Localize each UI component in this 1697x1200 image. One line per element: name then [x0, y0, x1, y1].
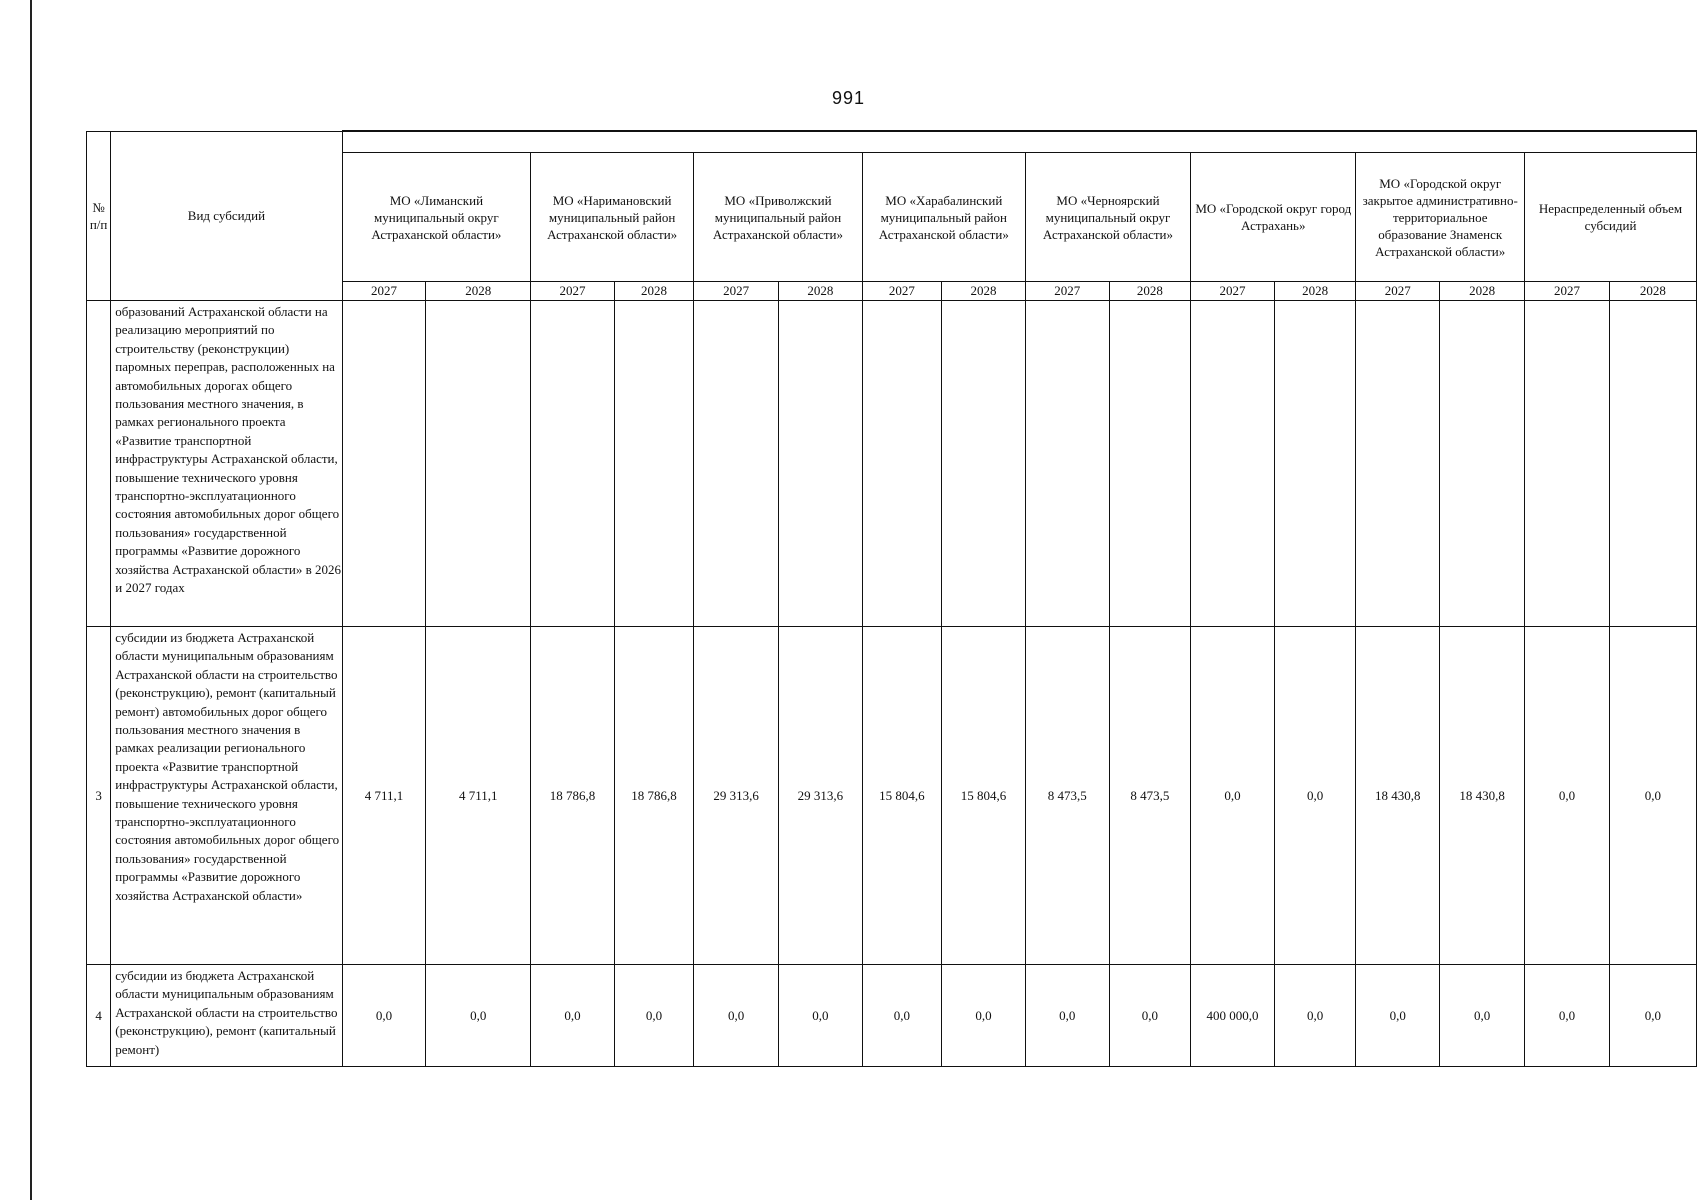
year-header: 2027 — [694, 282, 779, 301]
subsidy-amount-cell: 0,0 — [1025, 965, 1109, 1067]
table-body — [87, 301, 1697, 1067]
year-header: 2027 — [1356, 282, 1440, 301]
subsidy-description: субсидии из бюджета Астраханской области муниципальным образованиям Астраханской области на строительство (реконструкцию), ремонт (капитальный ремонт) автомобильных дорог общего пользования местного значения в рамках реализации регионального проекта «Развитие транспортной инфраструктуры Астраханской области, повышение технического уровня транспортно-эксплуатационного состояния автомобильных дорог общего пользования» государственной программы «Развитие дорожного хозяйства Астраханской области» — [111, 627, 342, 965]
subsidy-amount-cell — [531, 301, 615, 627]
table-row — [87, 965, 1697, 1067]
year-header: 2027 — [342, 282, 426, 301]
row-number: 4 — [87, 965, 111, 1067]
column-header-number: № п/п — [87, 131, 111, 301]
subsidy-description: субсидии из бюджета Астраханской области муниципальным образованиям Астраханской области на строительство (реконструкцию), ремонт (капитальный ремонт) — [111, 965, 342, 1067]
subsidy-amount-cell — [1274, 301, 1356, 627]
year-header: 2027 — [862, 282, 941, 301]
year-header: 2027 — [1525, 282, 1610, 301]
row-number: 3 — [87, 627, 111, 965]
subsidy-amount-cell — [1109, 301, 1191, 627]
subsidy-description: образований Астраханской области на реализацию мероприятий по строительству (реконструкции) паромных переправ, расположенных на автомобильных дорогах общего пользования местного значения, в рамках регионального проекта «Развитие транспортной инфраструктуры Астраханской области, повышение технического уровня транспортно-эксплуатационного состояния автомобильных дорог общего пользования» государственной программы «Развитие дорожного хозяйства Астраханской области» в 2026 и 2027 годах — [111, 301, 342, 627]
table-row — [87, 301, 1697, 627]
subsidy-amount-cell: 4 711,1 — [426, 627, 531, 965]
subsidy-amount-cell — [1356, 301, 1440, 627]
municipality-header: МО «Городской округ город Астрахань» — [1191, 153, 1356, 282]
subsidy-amount-cell: 0,0 — [1109, 965, 1191, 1067]
subsidy-amount-cell: 400 000,0 — [1191, 965, 1275, 1067]
municipality-header: МО «Городской округ закрытое административно-территориальное образование Знаменск Астраханской области» — [1356, 153, 1525, 282]
subsidy-amount-cell: 0,0 — [1609, 627, 1696, 965]
municipality-header: МО «Харабалинский муниципальный район Астраханской области» — [862, 153, 1025, 282]
subsidy-amount-cell — [862, 301, 941, 627]
year-header: 2028 — [1274, 282, 1356, 301]
header-top-row — [87, 131, 1697, 153]
year-header: 2028 — [1109, 282, 1191, 301]
municipality-header: МО «Приволжский муниципальный район Астраханской области» — [694, 153, 863, 282]
subsidy-amount-cell — [1525, 301, 1610, 627]
subsidy-amount-cell: 0,0 — [779, 965, 863, 1067]
municipality-header: МО «Наримановский муниципальный район Астраханской области» — [531, 153, 694, 282]
subsidy-amount-cell: 18 786,8 — [531, 627, 615, 965]
subsidy-amount-cell: 4 711,1 — [342, 627, 426, 965]
subsidy-amount-cell: 0,0 — [1609, 965, 1696, 1067]
subsidy-amount-cell: 0,0 — [1274, 627, 1356, 965]
subsidy-amount-cell — [942, 301, 1026, 627]
subsidy-amount-cell: 0,0 — [1274, 965, 1356, 1067]
subsidy-amount-cell: 0,0 — [694, 965, 779, 1067]
subsidy-amount-cell: 29 313,6 — [694, 627, 779, 965]
year-header: 2027 — [531, 282, 615, 301]
municipality-header: МО «Черноярский муниципальный округ Астраханской области» — [1025, 153, 1190, 282]
subsidy-amount-cell: 15 804,6 — [862, 627, 941, 965]
subsidy-amount-cell: 0,0 — [1356, 965, 1440, 1067]
row-number — [87, 301, 111, 627]
column-header-subsidy-type: Вид субсидий — [111, 131, 342, 301]
page-number: 991 — [831, 88, 866, 108]
year-header: 2027 — [1025, 282, 1109, 301]
subsidy-amount-cell — [342, 301, 426, 627]
year-header: 2027 — [1191, 282, 1275, 301]
subsidy-amount-cell: 0,0 — [342, 965, 426, 1067]
subsidy-amount-cell — [779, 301, 863, 627]
year-header: 2028 — [426, 282, 531, 301]
subsidy-amount-cell — [1191, 301, 1275, 627]
subsidy-amount-cell: 0,0 — [1525, 965, 1610, 1067]
subsidy-amount-cell — [1440, 301, 1525, 627]
subsidy-amount-cell: 0,0 — [531, 965, 615, 1067]
municipality-header: Нераспределенный объем субсидий — [1525, 153, 1697, 282]
subsidy-table — [86, 130, 1697, 1067]
subsidy-amount-cell: 15 804,6 — [942, 627, 1026, 965]
subsidy-amount-cell — [1609, 301, 1696, 627]
subsidy-amount-cell: 18 430,8 — [1440, 627, 1525, 965]
binding-margin-line — [30, 0, 32, 1200]
subsidy-amount-cell: 8 473,5 — [1109, 627, 1191, 965]
subsidy-amount-cell: 0,0 — [1525, 627, 1610, 965]
subsidy-amount-cell: 0,0 — [1191, 627, 1275, 965]
subsidy-amount-cell: 0,0 — [862, 965, 941, 1067]
subsidy-amount-cell: 29 313,6 — [779, 627, 863, 965]
subsidy-amount-cell: 0,0 — [614, 965, 693, 1067]
subsidy-amount-cell: 0,0 — [942, 965, 1026, 1067]
year-header: 2028 — [1440, 282, 1525, 301]
year-header: 2028 — [1609, 282, 1696, 301]
subsidy-amount-cell — [1025, 301, 1109, 627]
subsidy-amount-cell — [614, 301, 693, 627]
subsidy-amount-cell: 0,0 — [426, 965, 531, 1067]
table-row — [87, 627, 1697, 965]
subsidy-amount-cell — [694, 301, 779, 627]
subsidy-amount-cell: 8 473,5 — [1025, 627, 1109, 965]
header-blank-band — [342, 131, 1696, 153]
subsidy-table-container — [86, 130, 1697, 1160]
year-header: 2028 — [614, 282, 693, 301]
subsidy-amount-cell: 0,0 — [1440, 965, 1525, 1067]
subsidy-amount-cell: 18 430,8 — [1356, 627, 1440, 965]
subsidy-amount-cell — [426, 301, 531, 627]
subsidy-amount-cell: 18 786,8 — [614, 627, 693, 965]
year-header: 2028 — [779, 282, 863, 301]
year-header: 2028 — [942, 282, 1026, 301]
municipality-header: МО «Лиманский муниципальный округ Астраханской области» — [342, 153, 530, 282]
